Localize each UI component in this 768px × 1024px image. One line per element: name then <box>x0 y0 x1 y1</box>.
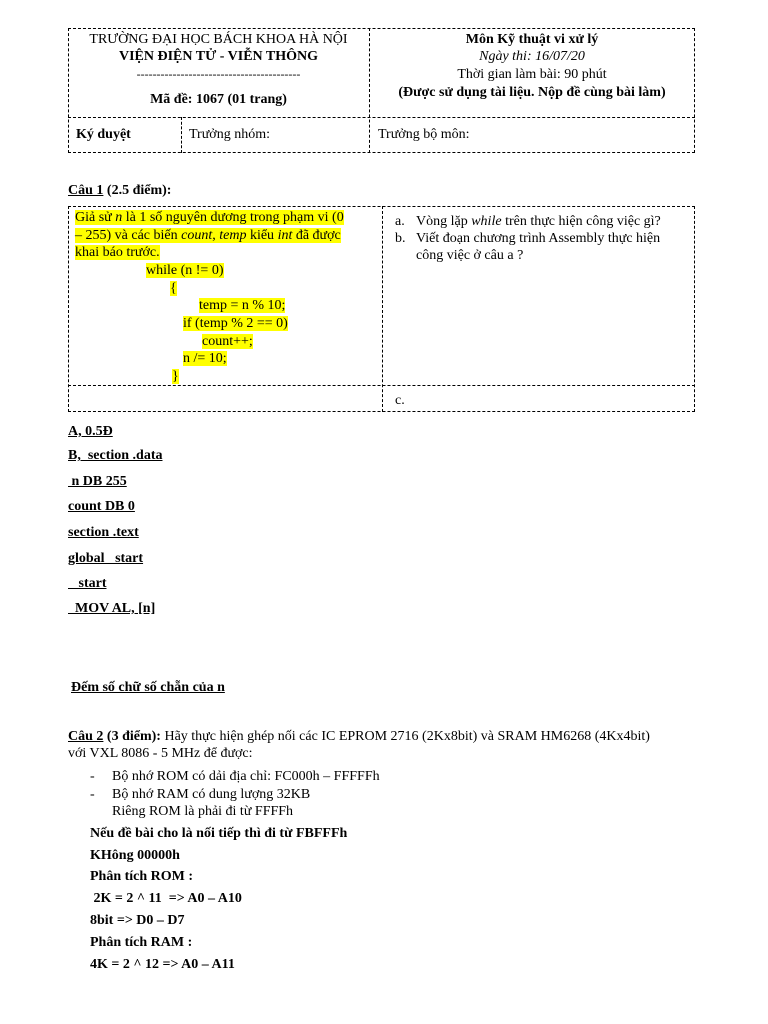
exam-note: (Được sử dụng tài liệu. Nộp đề cùng bài làm) <box>398 85 666 100</box>
q2-bullet-dash: - <box>90 787 95 802</box>
q1-intro-text: là 1 số nguyên dương trong phạm vi (0 <box>122 210 344 225</box>
q2-line-2: với VXL 8086 - 5 MHz để được: <box>68 746 253 761</box>
q1-b-text: Viết đoạn chương trình Assembly thực hiện <box>416 231 661 246</box>
exam-code: Mã đề: 1067 (01 trang) <box>150 92 287 107</box>
answer-line: section .text <box>68 525 139 540</box>
q2-line-1 <box>68 729 650 745</box>
q2-title-points: (3 điểm): <box>103 729 161 744</box>
even-digit-note: Đếm số chữ số chẵn của n <box>71 680 225 695</box>
q1-intro-line-1 <box>75 210 344 226</box>
q1-b-text: công việc ở câu a ? <box>416 248 524 263</box>
q2-title-number: Câu 2 <box>68 729 104 744</box>
q1-intro-text: , <box>212 228 220 243</box>
q2-text: Hãy thực hiện ghép nối các IC EPROM 2716 (2Kx8bit) và SRAM HM6268 (4Kx4bit) <box>160 729 650 744</box>
q1-intro-line-2 <box>75 228 341 244</box>
institute-name: VIỆN ĐIỆN TỬ - VIỄN THÔNG <box>118 49 319 64</box>
university-name: TRƯỜNG ĐẠI HỌC BÁCH KHOA HÀ NỘI <box>89 32 348 47</box>
q1-b-label: b. <box>395 231 406 246</box>
q1-c-label: c. <box>395 393 405 408</box>
q1-var-n: n <box>115 210 123 225</box>
q1-intro-text: – 255) và các biến <box>75 228 182 243</box>
q1-row-divider <box>68 385 695 386</box>
q1-intro-text: khai báo trước. <box>75 245 160 260</box>
dept-head-label: Trưởng bộ môn: <box>378 127 470 142</box>
code-line: } <box>172 369 179 384</box>
q1-title-points: (2.5 điểm): <box>103 183 172 198</box>
q2-note: 4K = 2 ^ 12 => A0 – A11 <box>90 957 235 972</box>
q2-note: KHông 00000h <box>90 848 180 863</box>
subject-title: Môn Kỹ thuật vi xử lý <box>465 32 599 47</box>
q2-note: 2K = 2 ^ 11 => A0 – A10 <box>90 891 242 906</box>
q2-extra: Riêng ROM là phải đi từ FFFFh <box>112 804 294 819</box>
answer-line: A, 0.5Đ <box>68 424 113 439</box>
answer-line: global _start <box>68 551 144 566</box>
q1-a-text: Vòng lặp while trên thực hiện công việc gì? <box>416 214 661 229</box>
answer-line: _start <box>68 576 107 591</box>
q2-bullet-1: Bộ nhớ ROM có dải địa chỉ: FC000h – FFFFFh <box>112 769 380 784</box>
group-head-label: Trưởng nhóm: <box>189 127 270 142</box>
approve-label: Ký duyệt <box>76 127 131 142</box>
q1-var-int: int <box>277 228 293 243</box>
answer-line: n DB 255 <box>68 474 127 489</box>
answer-line: count DB 0 <box>68 499 135 514</box>
code-line: { <box>170 281 177 296</box>
q1-title <box>68 183 171 199</box>
q1-intro-text: Giả sử <box>75 210 116 225</box>
code-line: temp = n % 10; <box>199 298 286 313</box>
q2-note: Phân tích ROM : <box>90 869 194 884</box>
code-line: count++; <box>202 334 253 349</box>
header-divider-text: ----------------------------------------- <box>136 67 301 81</box>
q1-var-count: count <box>181 228 213 243</box>
q2-note: Nếu đề bài cho là nối tiếp thì đi từ FBFFFh <box>90 826 348 841</box>
code-line: n /= 10; <box>183 351 227 366</box>
answer-line: B, section .data <box>68 448 163 463</box>
q2-note: Phân tích RAM : <box>90 935 193 950</box>
q1-a-label: a. <box>395 214 405 229</box>
exam-duration: Thời gian làm bài: 90 phút <box>457 67 607 82</box>
code-line: while (n != 0) <box>146 263 224 278</box>
q2-bullet-dash: - <box>90 769 95 784</box>
q1-col-divider <box>382 206 383 412</box>
q2-note: 8bit => D0 – D7 <box>90 913 185 928</box>
code-line: if (temp % 2 == 0) <box>183 316 288 331</box>
q1-intro-line-3 <box>75 245 160 261</box>
q1-intro-text: đã được <box>292 228 341 243</box>
header-row-divider <box>68 117 695 118</box>
q2-bullet-2: Bộ nhớ RAM có dung lượng 32KB <box>112 787 311 802</box>
q1-intro-text: kiểu <box>246 228 278 243</box>
approve-divider <box>181 117 182 153</box>
answer-line: MOV AL, [n] <box>68 601 156 616</box>
exam-date: Ngày thi: 16/07/20 <box>479 49 585 64</box>
q1-title-number: Câu 1 <box>68 183 104 198</box>
q1-var-temp: temp <box>219 228 247 243</box>
